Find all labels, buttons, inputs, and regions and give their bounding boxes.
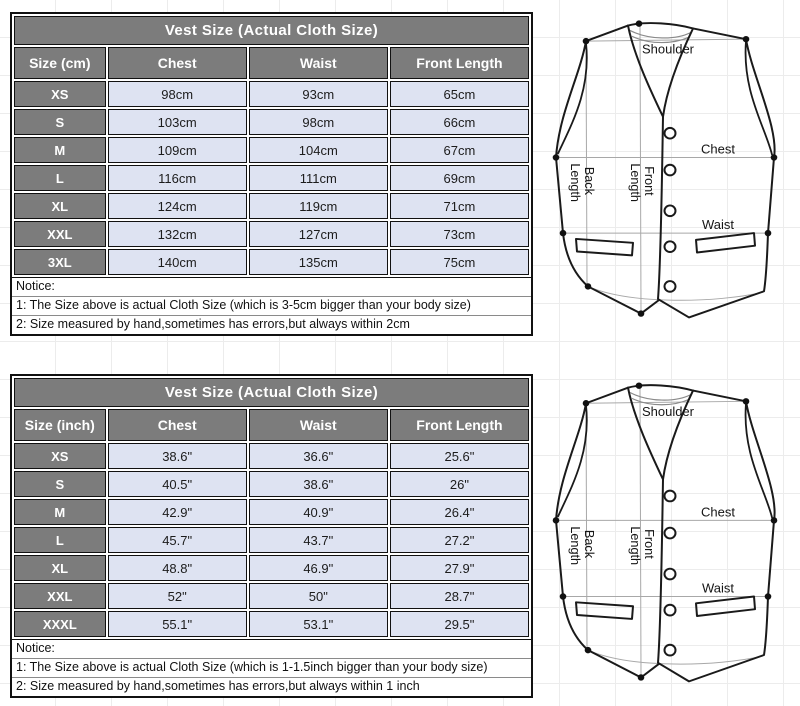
chest-value: 38.6": [108, 443, 247, 469]
size-panel-inch: [10, 374, 800, 701]
button: [665, 528, 676, 539]
chest-value: 109cm: [108, 137, 247, 163]
button: [665, 128, 676, 139]
front-length-value: 28.7": [390, 583, 529, 609]
notice-line-1: 1: The Size above is actual Cloth Size (which is 1-1.5inch bigger than your body size): [12, 659, 531, 678]
measure-dot: [743, 36, 750, 42]
measure-dot: [765, 593, 772, 599]
waist-value: 127cm: [249, 221, 388, 247]
left-neckline: [628, 388, 663, 480]
waist-label: Waist: [701, 217, 735, 233]
front-length-label: Front Length: [627, 526, 658, 566]
vest-diagram: [546, 374, 796, 696]
waist-value: 111cm: [249, 165, 388, 191]
waist-value: 119cm: [249, 193, 388, 219]
notice-line-2: 2: Size measured by hand,sometimes has errors,but always within 2cm: [16, 317, 410, 331]
table-title: Vest Size (Actual Cloth Size): [14, 16, 529, 45]
measure-dot: [560, 593, 567, 599]
waist-value: 38.6": [249, 471, 388, 497]
table-row: [14, 471, 529, 497]
col-header-size: Size (inch): [14, 409, 106, 441]
measure-dot: [583, 38, 590, 44]
col-header-chest: Chest: [108, 47, 247, 79]
table-title: Vest Size (Actual Cloth Size): [14, 378, 529, 407]
measure-dot: [765, 230, 772, 236]
back-length-label: Back Length: [567, 526, 598, 566]
button: [665, 205, 676, 216]
table-row: [14, 81, 529, 107]
notice-title: Notice:: [12, 640, 531, 659]
button: [665, 241, 676, 252]
buttons: [665, 491, 676, 656]
back-length-label: Back Length: [567, 163, 598, 202]
table-row: [14, 221, 529, 247]
header-row: [14, 409, 529, 441]
pocket-right: [696, 233, 755, 252]
col-header-waist: Waist: [249, 47, 388, 79]
measure-dot: [771, 154, 778, 160]
front-length-value: 75cm: [390, 249, 529, 275]
armhole-right: [746, 403, 772, 517]
waist-value: 50": [249, 583, 388, 609]
notice-line-1: 1: The Size above is actual Cloth Size (which is 3-5cm bigger than your body size): [12, 297, 531, 316]
col-header-chest: Chest: [108, 409, 247, 441]
size-label: XXL: [14, 583, 106, 609]
chest-value: 48.8": [108, 555, 247, 581]
button: [665, 645, 676, 656]
front-length-value: 67cm: [390, 137, 529, 163]
button: [665, 491, 676, 502]
vest-diagram-area-cm: [546, 12, 796, 337]
size-label: M: [14, 137, 106, 163]
pocket-left: [576, 602, 633, 619]
size-label: XXXL: [14, 611, 106, 637]
size-table-cm: [10, 12, 533, 336]
notice-title: Notice:: [12, 278, 531, 297]
measure-dot: [560, 230, 567, 236]
button: [665, 281, 676, 292]
buttons: [665, 128, 676, 292]
waist-value: 46.9": [249, 555, 388, 581]
notice-block: [12, 639, 531, 696]
front-length-value: 73cm: [390, 221, 529, 247]
collar-arc: [630, 393, 691, 401]
size-label: XXL: [14, 221, 106, 247]
measure-dot: [636, 382, 643, 388]
front-length-value: 71cm: [390, 193, 529, 219]
table-row: [14, 165, 529, 191]
chest-value: 42.9": [108, 499, 247, 525]
waist-value: 135cm: [249, 249, 388, 275]
waist-value: 93cm: [249, 81, 388, 107]
front-length-label: Front Length: [627, 163, 658, 202]
vest-diagram: [546, 12, 796, 332]
armhole-left: [558, 43, 587, 154]
front-length-value: 25.6": [390, 443, 529, 469]
shoulder-label: Shoulder: [642, 404, 694, 419]
size-label: M: [14, 499, 106, 525]
measure-dot: [583, 400, 590, 406]
chest-value: 140cm: [108, 249, 247, 275]
chest-value: 52": [108, 583, 247, 609]
chest-label: Chest: [701, 504, 735, 520]
vest-diagram-area-inch: [546, 374, 796, 701]
front-length-value: 27.9": [390, 555, 529, 581]
table-row: [14, 443, 529, 469]
pocket-left: [576, 239, 633, 255]
table-row: [14, 193, 529, 219]
front-length-value: 26": [390, 471, 529, 497]
button: [665, 569, 676, 580]
pocket-right: [696, 596, 755, 616]
table-row: [14, 499, 529, 525]
button: [665, 165, 676, 176]
waist-value: 53.1": [249, 611, 388, 637]
button: [665, 605, 676, 616]
measure-dot: [585, 647, 592, 653]
measure-dot: [638, 310, 645, 316]
table-row: [14, 527, 529, 553]
measure-dot: [638, 674, 645, 680]
measure-dot: [553, 517, 560, 523]
shoulder-line: [586, 39, 746, 41]
measure-dot: [585, 283, 592, 289]
chest-value: 45.7": [108, 527, 247, 553]
size-label: L: [14, 165, 106, 191]
table-row: [14, 611, 529, 637]
chest-value: 98cm: [108, 81, 247, 107]
waist-value: 104cm: [249, 137, 388, 163]
measure-dot: [553, 154, 560, 160]
front-length-value: 27.2": [390, 527, 529, 553]
table-row: [14, 137, 529, 163]
measure-dot: [743, 398, 750, 404]
size-panel-cm: [10, 12, 800, 337]
front-length-value: 69cm: [390, 165, 529, 191]
size-label: XS: [14, 443, 106, 469]
notice-line-2: 2: Size measured by hand,sometimes has errors,but always within 1 inch: [16, 679, 420, 693]
table-row: [14, 555, 529, 581]
armhole-left: [558, 405, 587, 516]
col-header-waist: Waist: [249, 409, 388, 441]
chest-value: 103cm: [108, 109, 247, 135]
chest-value: 116cm: [108, 165, 247, 191]
front-length-value: 66cm: [390, 109, 529, 135]
waist-value: 36.6": [249, 443, 388, 469]
waist-value: 40.9": [249, 499, 388, 525]
waist-value: 43.7": [249, 527, 388, 553]
chest-value: 40.5": [108, 471, 247, 497]
collar-arc: [630, 30, 691, 38]
size-label: L: [14, 527, 106, 553]
shoulder-label: Shoulder: [641, 41, 695, 57]
measure-dot: [636, 20, 643, 26]
notice-block: [12, 277, 531, 334]
col-header-front-length: Front Length: [390, 409, 529, 441]
chest-value: 55.1": [108, 611, 247, 637]
chest-label: Chest: [701, 141, 735, 157]
size-label: S: [14, 471, 106, 497]
size-label: XS: [14, 81, 106, 107]
table-row: [14, 583, 529, 609]
size-label: XL: [14, 555, 106, 581]
table-row: [14, 109, 529, 135]
front-length-value: 26.4": [390, 499, 529, 525]
measure-dot: [771, 517, 778, 523]
table-row: [14, 249, 529, 275]
size-label: 3XL: [14, 249, 106, 275]
waist-label: Waist: [702, 580, 734, 596]
front-length-value: 65cm: [390, 81, 529, 107]
waist-value: 98cm: [249, 109, 388, 135]
size-table-inch: [10, 374, 533, 698]
armhole-right: [746, 41, 772, 154]
size-label: S: [14, 109, 106, 135]
left-neckline: [628, 26, 663, 117]
chest-value: 124cm: [108, 193, 247, 219]
col-header-size: Size (cm): [14, 47, 106, 79]
size-label: XL: [14, 193, 106, 219]
chest-value: 132cm: [108, 221, 247, 247]
shoulder-line: [586, 401, 746, 403]
header-row: [14, 47, 529, 79]
col-header-front-length: Front Length: [390, 47, 529, 79]
front-length-value: 29.5": [390, 611, 529, 637]
